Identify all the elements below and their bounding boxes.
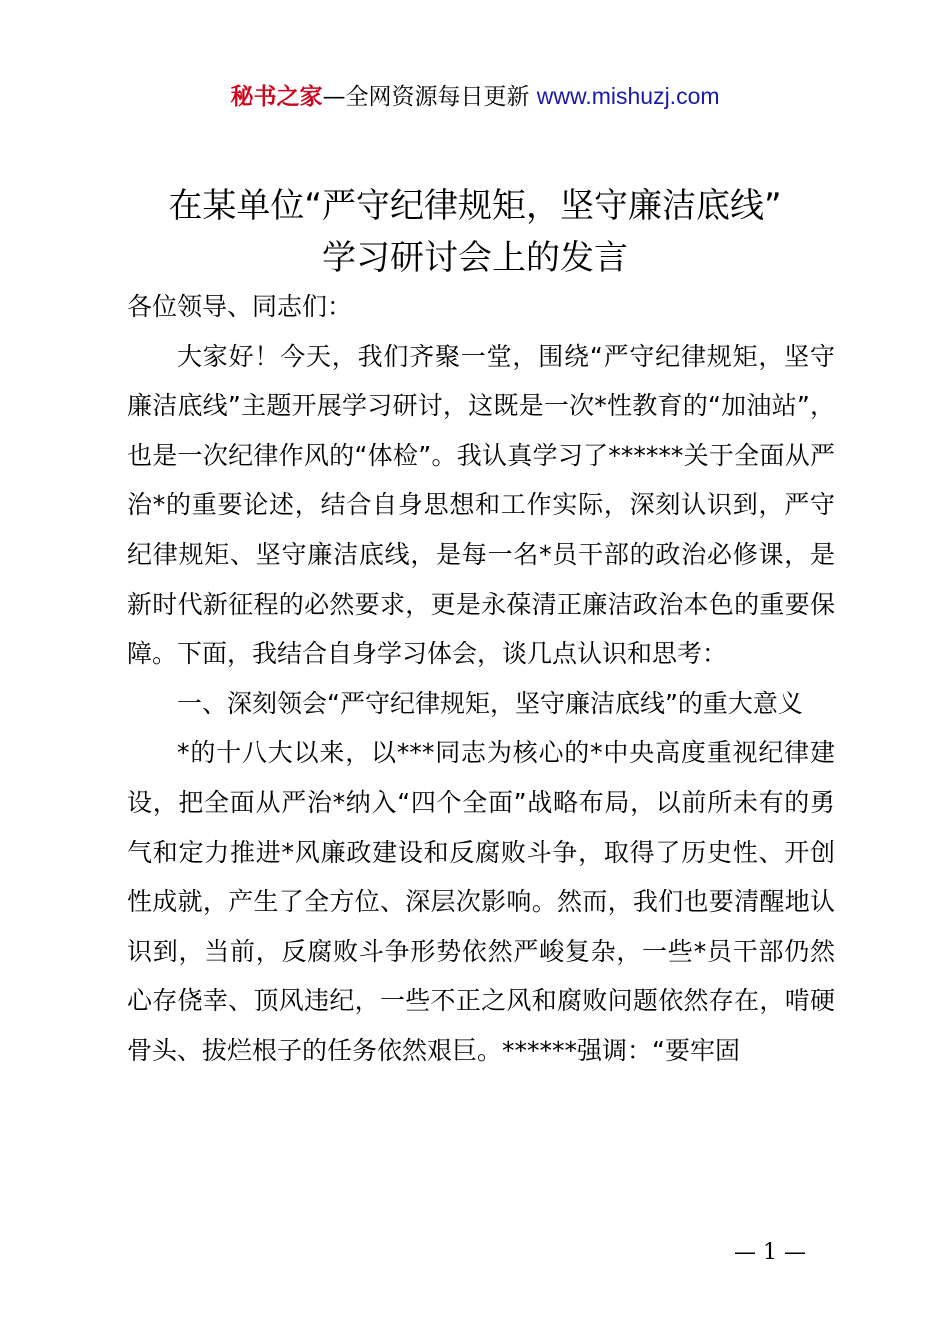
title-line-1: 在某单位“严守纪律规矩，坚守廉洁底线” [168,186,782,226]
site-brand: 秘书之家 [230,84,323,110]
document-title [0,180,950,284]
salutation: 各位领导、同志们： [127,292,353,321]
site-header [0,80,950,113]
page-number: — 1 — [734,1240,806,1265]
document-body [127,282,835,1076]
section-heading-1: 一、深刻领会“严守纪律规矩，坚守廉洁底线”的重大意义 [177,688,803,718]
paragraph-intro: 大家好！今天，我们齐聚一堂，围绕“严守纪律规矩，坚守廉洁底线”主题开展学习研讨，这既是一次*性教育的“加油站”，也是一次纪律作风的“体检”。我认真学习了******关于全面从严治*的重要论述，结合自身思想和工作实际，深刻认识到，严守纪律规矩、坚守廉洁底线，是每一名*员干部的政治必修课，是新时代新征程的必然要求，更是永葆清正廉洁政治本色的重要保障。下面，我结合自身学习体会，谈几点认识和思考： [127,341,835,669]
site-url-link[interactable]: www.mishuzj.com [536,83,720,109]
site-slogan: —全网资源每日更新 [322,84,530,110]
paragraph-section-1: *的十八大以来，以***同志为核心的*中央高度重视纪律建设，把全面从严治*纳入“四个全面”战略布局，以前所未有的勇气和定力推进*风廉政建设和反腐败斗争，取得了历史性、开创性成就，产生了全方位、深层次影响。然而，我们也要清醒地认识到，当前，反腐败斗争形势依然严峻复杂，一些*员干部仍然心存侥幸、顶风违纪，一些不正之风和腐败问题依然存在，啃硬骨头、拔烂根子的任务依然艰巨。******强调：“要牢固 [127,738,835,1065]
title-line-2: 学习研讨会上的发言 [322,238,628,278]
